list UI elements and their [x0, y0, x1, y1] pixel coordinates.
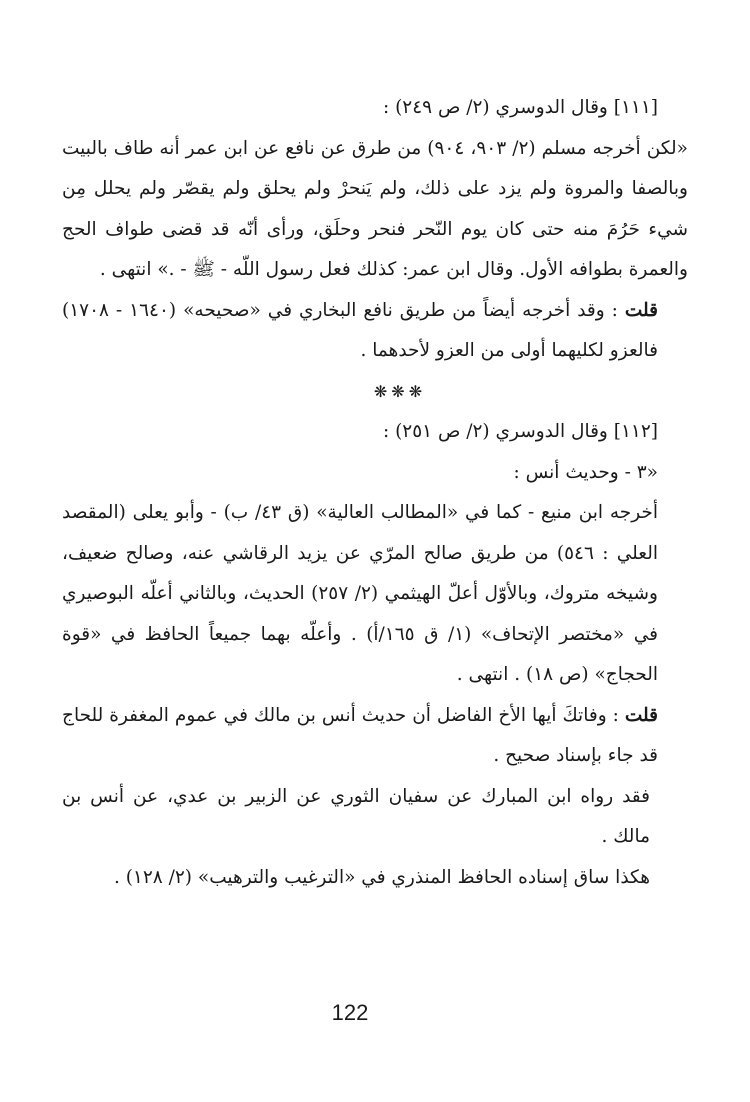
reply-paragraph-111 [62, 291, 688, 372]
reply-paragraph-112 [62, 696, 688, 777]
section-heading-112: [١١٢] وقال الدوسري (٢/ ص ٢٥١) : [382, 421, 658, 442]
reply-text-111: : وقد أخرجه أيضاً من طريق نافع البخاري في «صحيحه» (١٦٤٠ - ١٧٠٨) فالعزو لكليهما أولى من العزو لأحدهما . [62, 299, 658, 361]
paragraph-isnad: فقد رواه ابن المبارك عن سفيان الثوري عن الزبير بن عدي، عن أنس بن مالك . [62, 785, 650, 847]
qult-label: قلت [624, 704, 658, 726]
quoted-passage-112: أخرجه ابن منيع - كما في «المطالب العالية» (ق ٤٣/ ب) - وأبو يعلى (المقصد العلي : ٥٤٦) من طريق صالح المرّي عن يزيد الرقاشي عنه، وصالح ضعيف، وشيخه متروك، وبالأوّل أعلّ الهيثمي (٢/ ٢٥٧) الحديث، وبالثاني أعلّه البوصيري في «مختصر الإتحاف» (١/ ق ١٦٥/أ) . وأعلّه بهما جميعاً الحافظ في «قوة الحجاج» (ص ١٨) . انتهى . [62, 502, 658, 685]
qult-label: قلت [624, 299, 658, 321]
quote-start-112: «٣ - وحديث أنس : [513, 461, 658, 483]
page-body [62, 88, 688, 898]
quoted-passage-111: «لكن أخرجه مسلم (٢/ ٩٠٣، ٩٠٤) من طرق عن نافع عن ابن عمر أنه طاف بالبيت وبالصفا والمروة ولم يزد على ذلك، ولم يَنحرْ ولم يحلق ولم يقصّر ولم يحلل مِن شيء حَرُمَ منه حتى كان يوم النّحر فنحر وحلَق، ورأى أنّه قد قضى طواف الحج والعمرة بطوافه الأول. وقال ابن عمر: كذلك فعل رسول اللّه - ﷺ - .» انتهى . [62, 137, 688, 280]
section-heading-111: [١١١] وقال الدوسري (٢/ ص ٢٤٩) : [382, 97, 658, 118]
page-number: 122 [331, 1000, 369, 1025]
reply-text-112: : وفاتكَ أيها الأخ الفاضل أن حديث أنس بن مالك في عموم المغفرة للحاج قد جاء بإسناد صحيح . [62, 704, 658, 766]
section-separator: ❋❋❋ [373, 381, 427, 401]
paragraph-mundhiri: هكذا ساق إسناده الحافظ المنذري في «الترغيب والترهيب» (٢/ ١٢٨) . [113, 866, 650, 888]
